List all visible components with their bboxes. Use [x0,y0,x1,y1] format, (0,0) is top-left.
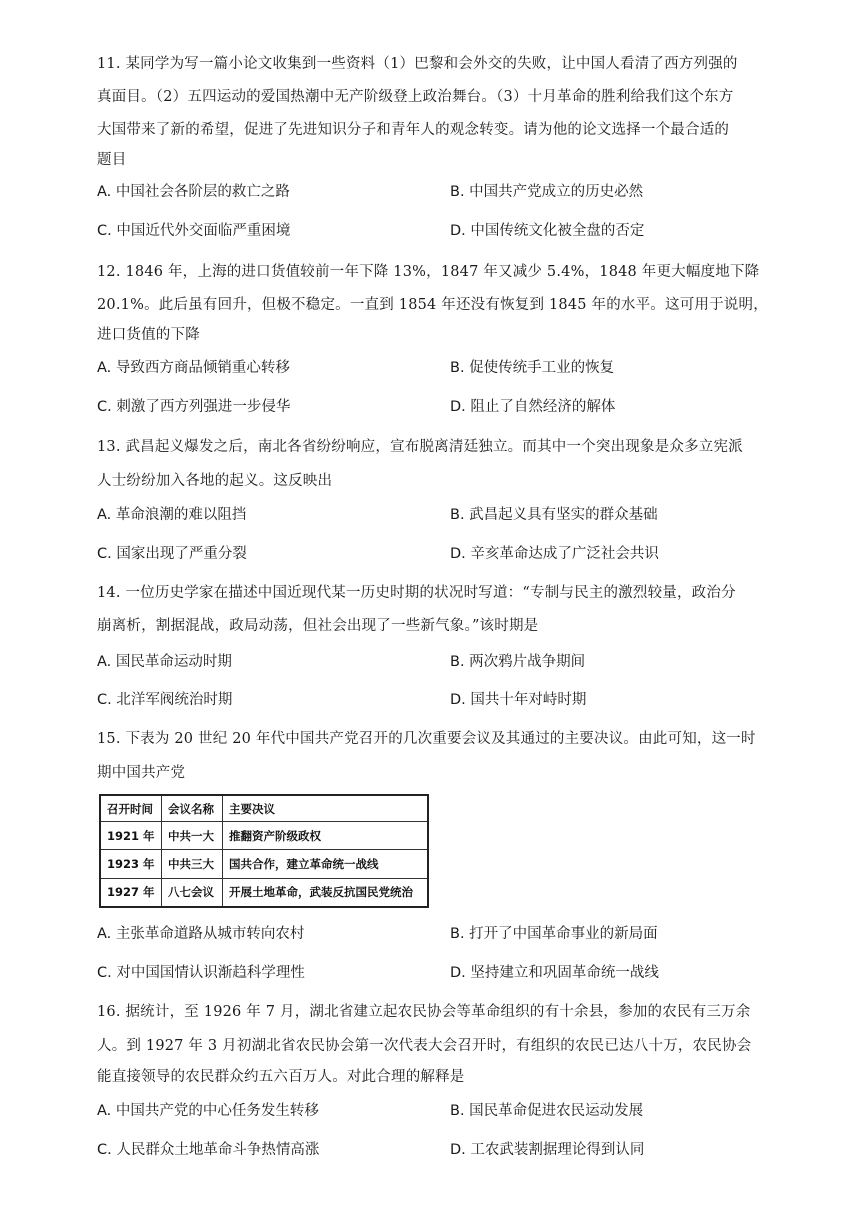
option-text: 中国近代外交面临严重困境 [116,223,291,239]
option-text: 促使传统手工业的恢复 [469,360,615,376]
option-text: 中国传统文化被全盘的否定 [470,223,645,239]
option-text: 国家出现了严重分裂 [116,546,247,562]
q15-stem-line-2: 期中国共产党 [97,765,186,781]
q11-option-a [97,182,290,202]
option-text: 对中国国情认识渐趋科学理性 [116,965,305,981]
option-letter: D. [450,399,471,415]
q16-stem-line-3: 能直接领导的农民群众约五六百万人。对此合理的解释是 [97,1069,465,1085]
option-text: 国民革命运动时期 [115,654,232,670]
q14-option-b [450,652,585,672]
q16-stem-line-1: 16. 据统计，至 1926 年 7 月，湖北省建立起农民协会等革命组织的有十余县，参加的农民有三万余 [97,1004,751,1020]
q13-option-a [97,505,246,525]
q12-option-a [97,358,290,378]
q14-stem-line-1: 14. 一位历史学家在描述中国近现代某一历史时期的状况时写道：“专制与民主的激烈较量，政治分 [97,585,736,601]
option-letter: B. [450,654,470,670]
option-letter: C. [97,692,117,708]
table-row [100,822,428,850]
option-letter: B. [450,507,470,523]
option-text: 中国共产党成立的历史必然 [469,184,644,200]
q16-option-a [97,1101,319,1121]
q15-option-b [450,924,658,944]
table-cell: 中共一大 [162,822,223,850]
table-cell: 中共三大 [162,850,223,878]
q13-stem-line-2: 人士纷纷加入各地的起义。这反映出 [97,473,333,489]
option-text: 坚持建立和巩固革命统一战线 [470,965,659,981]
option-letter: C. [97,1142,117,1158]
q12-stem-line-3: 进口货值的下降 [97,327,200,343]
option-letter: D. [450,546,471,562]
q11-stem-line-2: 真面目。（2）五四运动的爱国热潮中无产阶级登上政治舞台。（3）十月革命的胜利给我们这个东方 [97,89,734,105]
table-cell: 国共合作，建立革命统一战线 [223,850,429,878]
q15-option-c [97,963,305,983]
option-text: 武昌起义具有坚实的群众基础 [469,507,658,523]
option-letter: A. [97,1103,116,1119]
q11-option-d [450,221,644,241]
table-header-row [100,795,428,822]
q11-option-c [97,221,290,241]
option-letter: D. [450,1142,471,1158]
table-cell: 1923 年 [100,850,162,878]
option-letter: A. [97,507,116,523]
q15-option-d [450,963,659,983]
q16-stem-line-2: 人。到 1927 年 3 月初湖北省农民协会第一次代表大会召开时，有组织的农民已达八十万，农民协会 [97,1038,752,1054]
option-letter: B. [450,184,470,200]
q14-option-a [97,652,232,672]
option-text: 中国社会各阶层的救亡之路 [115,184,290,200]
table-header-cell: 召开时间 [100,795,162,822]
option-letter: A. [97,926,116,942]
option-letter: D. [450,965,471,981]
q16-option-b [450,1101,643,1121]
table-header-cell: 会议名称 [162,795,223,822]
table-row [100,878,428,907]
option-text: 两次鸦片战争期间 [469,654,586,670]
q12-option-b [450,358,614,378]
option-text: 革命浪潮的难以阻挡 [115,507,247,523]
q12-option-d [450,397,615,417]
option-letter: B. [450,926,470,942]
option-text: 辛亥革命达成了广泛社会共识 [470,546,659,562]
q11-stem-line-3: 大国带来了新的希望，促进了先进知识分子和青年人的观念转变。请为他的论文选择一个最合适的 [97,122,730,138]
option-letter: C. [97,546,117,562]
q15-stem-line-1: 15. 下表为 20 世纪 20 年代中国共产党召开的几次重要会议及其通过的主要决议。由此可知，这一时 [97,731,756,747]
option-letter: B. [450,1103,470,1119]
option-text: 人民群众土地革命斗争热情高涨 [116,1142,320,1158]
q15-option-a [97,924,304,944]
q13-stem-line-1: 13. 武昌起义爆发之后，南北各省纷纷响应，宣布脱离清廷独立。而其中一个突出现象是众多立宪派 [97,439,743,455]
q12-option-c [97,397,290,417]
option-text: 国民革命促进农民运动发展 [469,1103,644,1119]
q14-stem-line-2: 崩离析，割据混战，政局动荡，但社会出现了一些新气象。”该时期是 [97,618,539,634]
option-text: 国共十年对峙时期 [470,692,587,708]
option-text: 导致西方商品倾销重心转移 [115,360,290,376]
option-letter: A. [97,184,116,200]
option-text: 中国共产党的中心任务发生转移 [115,1103,319,1119]
table-cell: 推翻资产阶级政权 [223,822,429,850]
option-letter: C. [97,399,117,415]
option-text: 工农武装割据理论得到认同 [470,1142,645,1158]
option-letter: A. [97,360,116,376]
q11-option-b [450,182,643,202]
option-text: 打开了中国革命事业的新局面 [469,926,658,942]
q16-option-c [97,1140,319,1160]
table-header-cell: 主要决议 [223,795,429,822]
option-letter: C. [97,965,117,981]
q16-option-d [450,1140,644,1160]
option-letter: B. [450,360,470,376]
option-text: 阻止了自然经济的解体 [470,399,616,415]
q14-option-d [450,690,586,710]
option-letter: D. [450,692,471,708]
q13-option-c [97,544,247,564]
table-cell: 八七会议 [162,878,223,907]
table-cell: 开展土地革命，武装反抗国民党统治 [223,878,429,907]
option-text: 主张革命道路从城市转向农村 [115,926,305,942]
table-cell: 1921 年 [100,822,162,850]
option-letter: C. [97,223,117,239]
cpc-meetings-table [99,794,429,908]
q12-stem-line-2: 20.1%。此后虽有回升，但极不稳定。一直到 1854 年还没有恢复到 1845 年的水平。这可用于说明， [97,297,768,313]
q13-option-b [450,505,658,525]
table-cell: 1927 年 [100,878,162,907]
option-text: 北洋军阀统治时期 [116,692,233,708]
option-text: 刺激了西方列强进一步侵华 [116,399,291,415]
option-letter: A. [97,654,116,670]
q14-option-c [97,690,232,710]
q11-stem-line-4: 题目 [97,152,127,168]
q13-option-d [450,544,659,564]
table-row [100,850,428,878]
q11-stem-line-1: 11. 某同学为写一篇小论文收集到一些资料（1）巴黎和会外交的失败，让中国人看清了西方列强的 [97,56,738,72]
q12-stem-line-1: 12. 1846 年，上海的进口货值较前一年下降 13%，1847 年又减少 5.4%，1848 年更大幅度地下降 [97,264,760,280]
option-letter: D. [450,223,471,239]
